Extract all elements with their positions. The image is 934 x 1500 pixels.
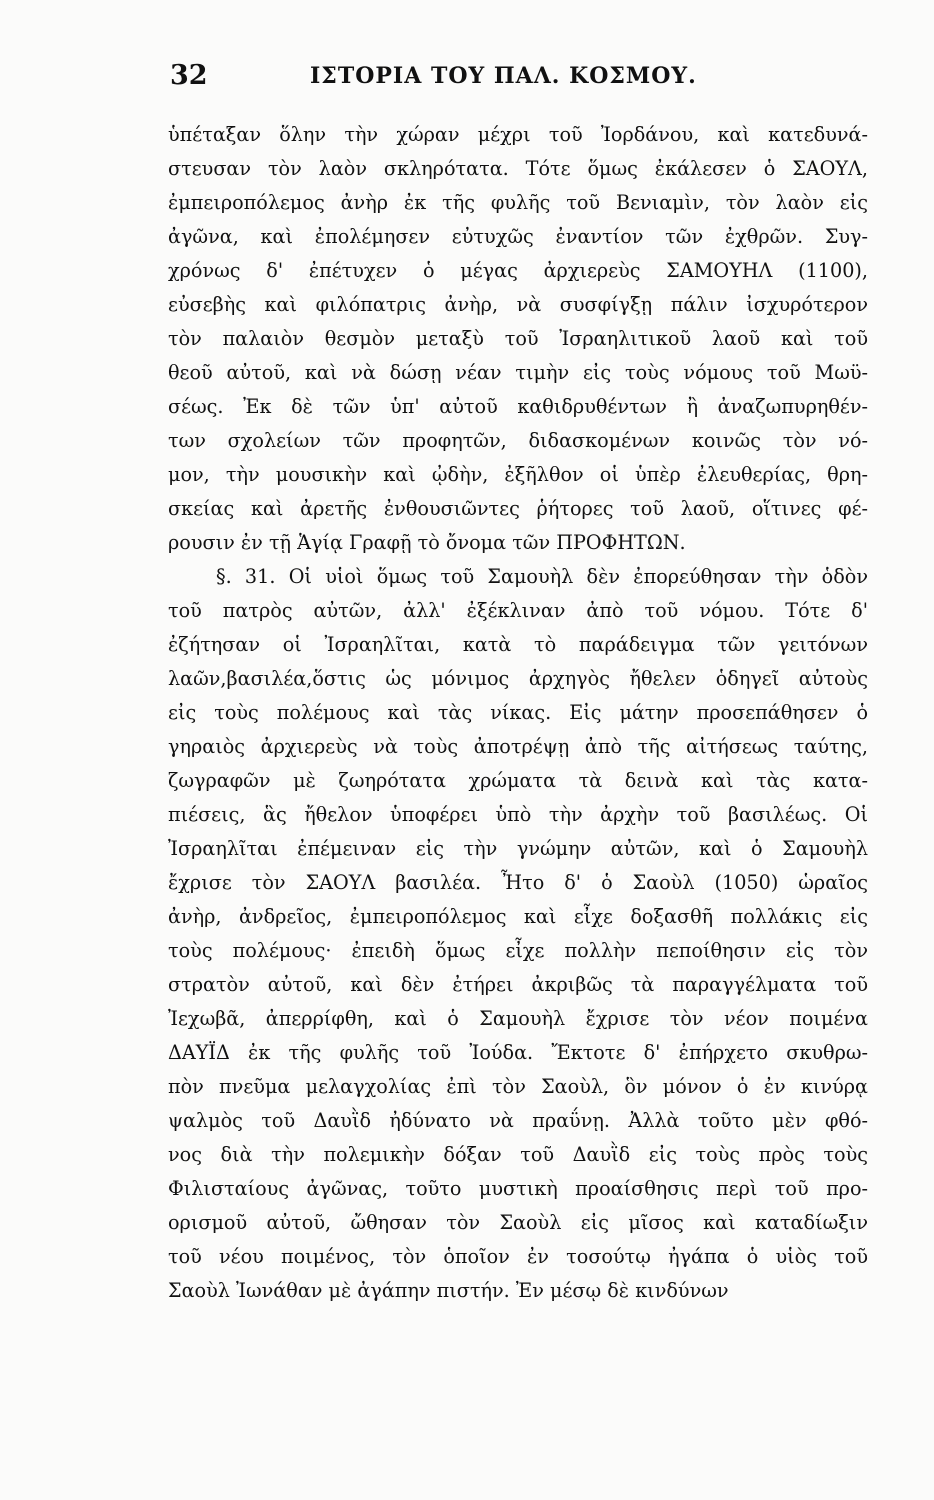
page-number: 32 xyxy=(170,60,208,91)
running-title: ΙΣΤΟΡΙΑ ΤΟΥ ΠΑΛ. ΚΟΣΜΟΥ. xyxy=(310,63,697,89)
text-line: Σαοὺλ Ἰωνάθαν μὲ ἀγάπην πιστήν. Ἐν μέσῳ δὲ κινδύνων xyxy=(168,1279,729,1302)
text-line: ἀγῶνα, καὶ ἐπολέμησεν εὐτυχῶς ἐναντίον τῶν ἐχθρῶν. Συγ- xyxy=(168,225,868,248)
text-line: σκείας καὶ ἀρετῆς ἐνθουσιῶντες ῥήτορες τοῦ λαοῦ, οἵτινες φέ- xyxy=(168,497,868,520)
text-line: ΔΑΥΪΔ ἐκ τῆς φυλῆς τοῦ Ἰούδα. Ἔκτοτε δ' ἐπήρχετο σκυθρω- xyxy=(168,1041,868,1064)
text-line: ορισμοῦ αὐτοῦ, ὤθησαν τὸν Σαοὺλ εἰς μῖσος καὶ καταδίωξιν xyxy=(168,1211,868,1234)
text-line: στρατὸν αὐτοῦ, καὶ δὲν ἐτήρει ἀκριβῶς τὰ παραγγέλματα τοῦ xyxy=(168,973,868,996)
text-line: ζωγραφῶν μὲ ζωηρότατα χρώματα τὰ δεινὰ καὶ τὰς κατα- xyxy=(168,769,868,792)
text-line: θεοῦ αὐτοῦ, καὶ νὰ δώσῃ νέαν τιμὴν εἰς τοὺς νόμους τοῦ Μωϋ- xyxy=(168,361,868,384)
text-line: μον, τὴν μουσικὴν καὶ ᾠδὴν, ἐξῆλθον οἱ ὑπὲρ ἐλευθερίας, θρη- xyxy=(168,463,868,486)
text-line: ρουσιν ἐν τῇ Ἁγίᾳ Γραφῇ τὸ ὄνομα τῶν ΠΡΟΦΗΤΩΝ. xyxy=(168,531,686,554)
text-line: ἐζήτησαν οἱ Ἰσραηλῖται, κατὰ τὸ παράδειγμα τῶν γειτόνων xyxy=(168,633,868,656)
text-line: εἰς τοὺς πολέμους καὶ τὰς νίκας. Εἰς μάτην προσεπάθησεν ὁ xyxy=(168,701,868,724)
text-line: χρόνως δ' ἐπέτυχεν ὁ μέγας ἀρχιερεὺς ΣΑΜΟΥΗΛ (1100), xyxy=(168,259,868,282)
text-line: ἀνὴρ, ἀνδρεῖος, ἐμπειροπόλεμος καὶ εἶχε δοξασθῆ πολλάκις εἰς xyxy=(168,905,868,928)
text-line: πιέσεις, ἃς ἤθελον ὑποφέρει ὑπὸ τὴν ἀρχὴν τοῦ βασιλέως. Οἱ xyxy=(168,803,868,826)
text-line: σέως. Ἐκ δὲ τῶν ὑπ' αὐτοῦ καθιδρυθέντων ἢ ἀναζωπυρηθέν- xyxy=(168,395,868,418)
text-line: Φιλισταίους ἀγῶνας, τοῦτο μυστικὴ προαίσθησις περὶ τοῦ προ- xyxy=(168,1177,868,1200)
text-line: ὑπέταξαν ὅλην τὴν χώραν μέχρι τοῦ Ἰορδάνου, καὶ κατεδυνά- xyxy=(168,123,868,146)
text-line: στευσαν τὸν λαὸν σκληρότατα. Τότε ὅμως ἐκάλεσεν ὁ ΣΑΟΥΛ, xyxy=(168,157,868,180)
text-line: λαῶν,βασιλέα,ὅστις ὡς μόνιμος ἀρχηγὸς ἤθελεν ὁδηγεῖ αὐτοὺς xyxy=(168,667,868,690)
text-line: τὸν παλαιὸν θεσμὸν μεταξὺ τοῦ Ἰσραηλιτικοῦ λαοῦ καὶ τοῦ xyxy=(168,327,868,350)
page-header xyxy=(170,60,810,100)
text-line: ψαλμὸς τοῦ Δαυῒδ ἠδύνατο νὰ πραΰνῃ. Ἀλλὰ τοῦτο μὲν φθό- xyxy=(168,1109,868,1132)
text-line: πὸν πνεῦμα μελαγχολίας ἐπὶ τὸν Σαοὺλ, ὃν μόνον ὁ ἐν κινύρᾳ xyxy=(168,1075,868,1098)
body-text xyxy=(168,118,868,1308)
text-line: Ἰσραηλῖται ἐπέμειναν εἰς τὴν γνώμην αὐτῶν, καὶ ὁ Σαμουὴλ xyxy=(168,837,868,860)
text-line: των σχολείων τῶν προφητῶν, διδασκομένων κοινῶς τὸν νό- xyxy=(168,429,868,452)
text-line: τοῦ πατρὸς αὐτῶν, ἀλλ' ἐξέκλιναν ἀπὸ τοῦ νόμου. Τότε δ' xyxy=(168,599,868,622)
text-line: §. 31. Οἱ υἱοὶ ὅμως τοῦ Σαμουὴλ δὲν ἐπορεύθησαν τὴν ὁδὸν xyxy=(216,565,868,588)
text-line: εὐσεβὴς καὶ φιλόπατρις ἀνὴρ, νὰ συσφίγξῃ πάλιν ἰσχυρότερον xyxy=(168,293,868,316)
text-line: ἔχρισε τὸν ΣΑΟΥΛ βασιλέα. Ἦτο δ' ὁ Σαοὺλ (1050) ὡραῖος xyxy=(168,871,868,894)
text-line: γηραιὸς ἀρχιερεὺς νὰ τοὺς ἀποτρέψῃ ἀπὸ τῆς αἰτήσεως ταύτης, xyxy=(168,735,868,758)
text-line: νος διὰ τὴν πολεμικὴν δόξαν τοῦ Δαυῒδ εἰς τοὺς πρὸς τοὺς xyxy=(168,1143,868,1166)
text-line: Ἰεχωβᾶ, ἀπερρίφθη, καὶ ὁ Σαμουὴλ ἔχρισε τὸν νέον ποιμένα xyxy=(168,1007,868,1030)
text-line: ἐμπειροπόλεμος ἀνὴρ ἐκ τῆς φυλῆς τοῦ Βενιαμὶν, τὸν λαὸν εἰς xyxy=(168,191,868,214)
text-line: τοῦ νέου ποιμένος, τὸν ὁποῖον ἐν τοσούτῳ ἠγάπα ὁ υἱὸς τοῦ xyxy=(168,1245,868,1268)
text-line: τοὺς πολέμους· ἐπειδὴ ὅμως εἶχε πολλὴν πεποίθησιν εἰς τὸν xyxy=(168,939,868,962)
